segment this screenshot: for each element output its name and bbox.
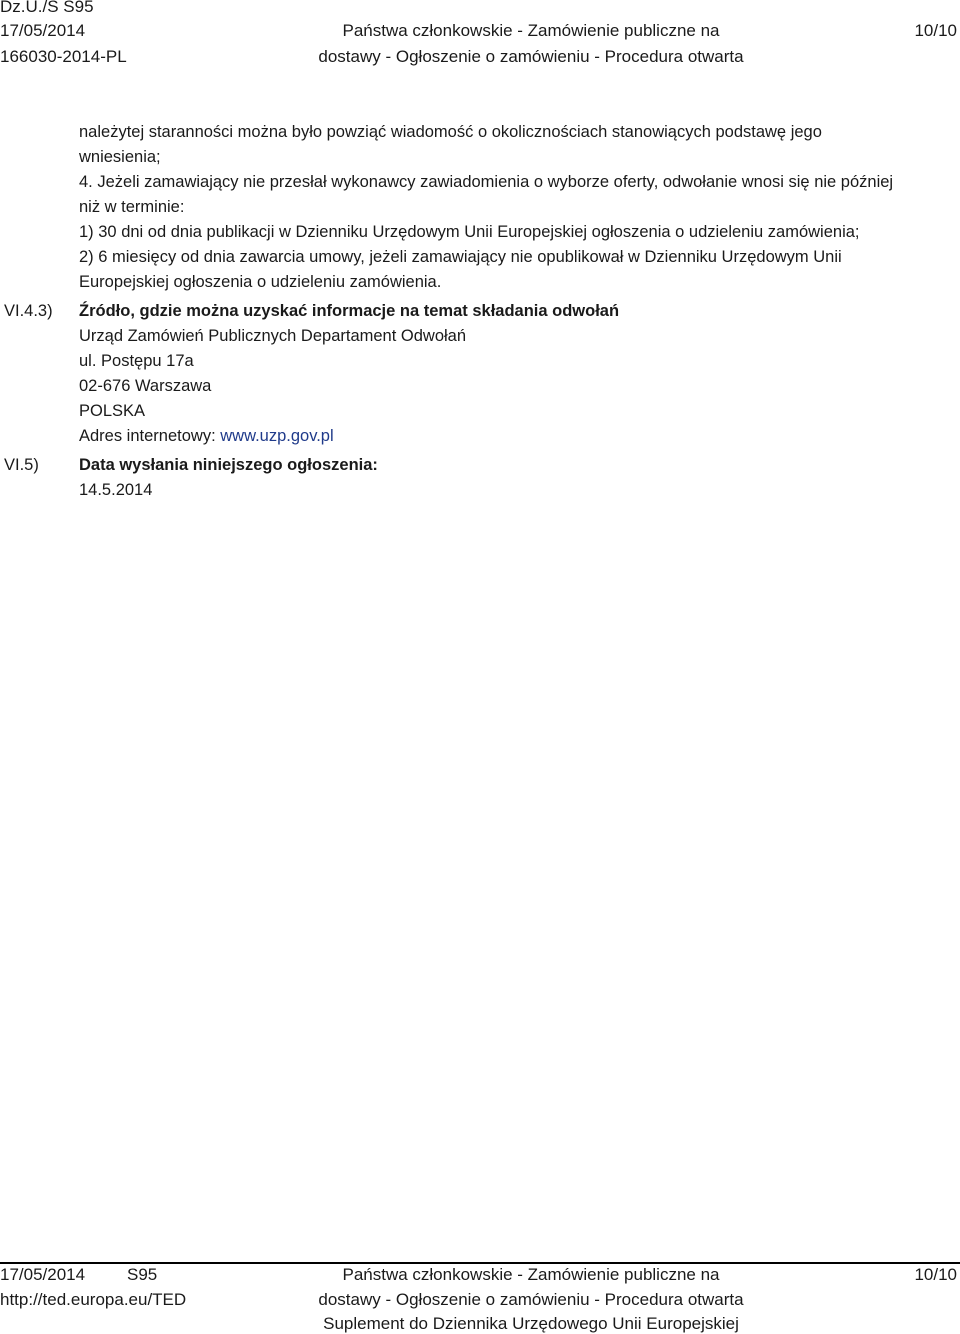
document-body — [79, 120, 957, 295]
footer-page-number: 10/10 — [914, 1265, 957, 1284]
footer-issue: S95 — [127, 1265, 158, 1284]
header-date: 17/05/2014 — [0, 21, 86, 40]
header-doc-id: 166030-2014-PL — [0, 47, 127, 66]
journal-ref: Dz.U./S S95 — [0, 0, 94, 16]
section-label-vi5: VI.5) — [4, 456, 39, 474]
section-label-vi43: VI.4.3) — [4, 302, 53, 320]
body-line: 2) 6 miesięcy od dnia zawarcia umowy, jeżeli zamawiający nie opublikował w Dzienniku Urzędowym Unii — [79, 248, 842, 266]
country: POLSKA — [79, 402, 146, 420]
web-address-link[interactable]: www.uzp.gov.pl — [220, 427, 334, 445]
body-line: wniesienia; — [79, 148, 161, 166]
web-address-label: Adres internetowy: — [79, 427, 221, 445]
header-page-number: 10/10 — [914, 21, 957, 40]
footer-title-line1: Państwa członkowskie - Zamówienie publiczne na — [342, 1265, 720, 1284]
footer-title-line3: Suplement do Dziennika Urzędowego Unii Europejskiej — [323, 1314, 739, 1333]
footer-title-line2: dostawy - Ogłoszenie o zamówieniu - Procedura otwarta — [318, 1290, 744, 1309]
dispatch-date: 14.5.2014 — [79, 481, 153, 499]
footer-url[interactable]: http://ted.europa.eu/TED — [0, 1290, 187, 1309]
section-heading: Data wysłania niniejszego ogłoszenia: — [79, 456, 378, 474]
city-postcode: 02-676 Warszawa — [79, 377, 212, 395]
body-line: niż w terminie: — [79, 198, 185, 216]
body-line: Europejskiej ogłoszenia o udzieleniu zamówienia. — [79, 273, 442, 291]
street-address: ul. Postępu 17a — [79, 352, 194, 370]
body-line: 4. Jeżeli zamawiający nie przesłał wykonawcy zawiadomienia o wyborze oferty, odwołanie wnosi się nie później — [79, 173, 894, 191]
section-vi5 — [79, 453, 957, 503]
section-heading: Źródło, gdzie można uzyskać informacje na temat składania odwołań — [79, 302, 620, 320]
header-title-line1: Państwa członkowskie - Zamówienie publiczne na — [342, 21, 720, 40]
footer-date: 17/05/2014 — [0, 1265, 86, 1284]
web-address — [79, 424, 957, 449]
footer-divider — [0, 1262, 960, 1264]
body-line: 1) 30 dni od dnia publikacji w Dzienniku Urzędowym Unii Europejskiej ogłoszenia o udzieleniu zamówienia; — [79, 223, 860, 241]
organization-name: Urząd Zamówień Publicznych Departament Odwołań — [79, 327, 467, 345]
body-line: należytej staranności można było powziąć wiadomość o okolicznościach stanowiących podstawę jego — [79, 123, 822, 141]
header-title-line2: dostawy - Ogłoszenie o zamówieniu - Procedura otwarta — [318, 47, 744, 66]
section-vi43 — [79, 299, 957, 449]
